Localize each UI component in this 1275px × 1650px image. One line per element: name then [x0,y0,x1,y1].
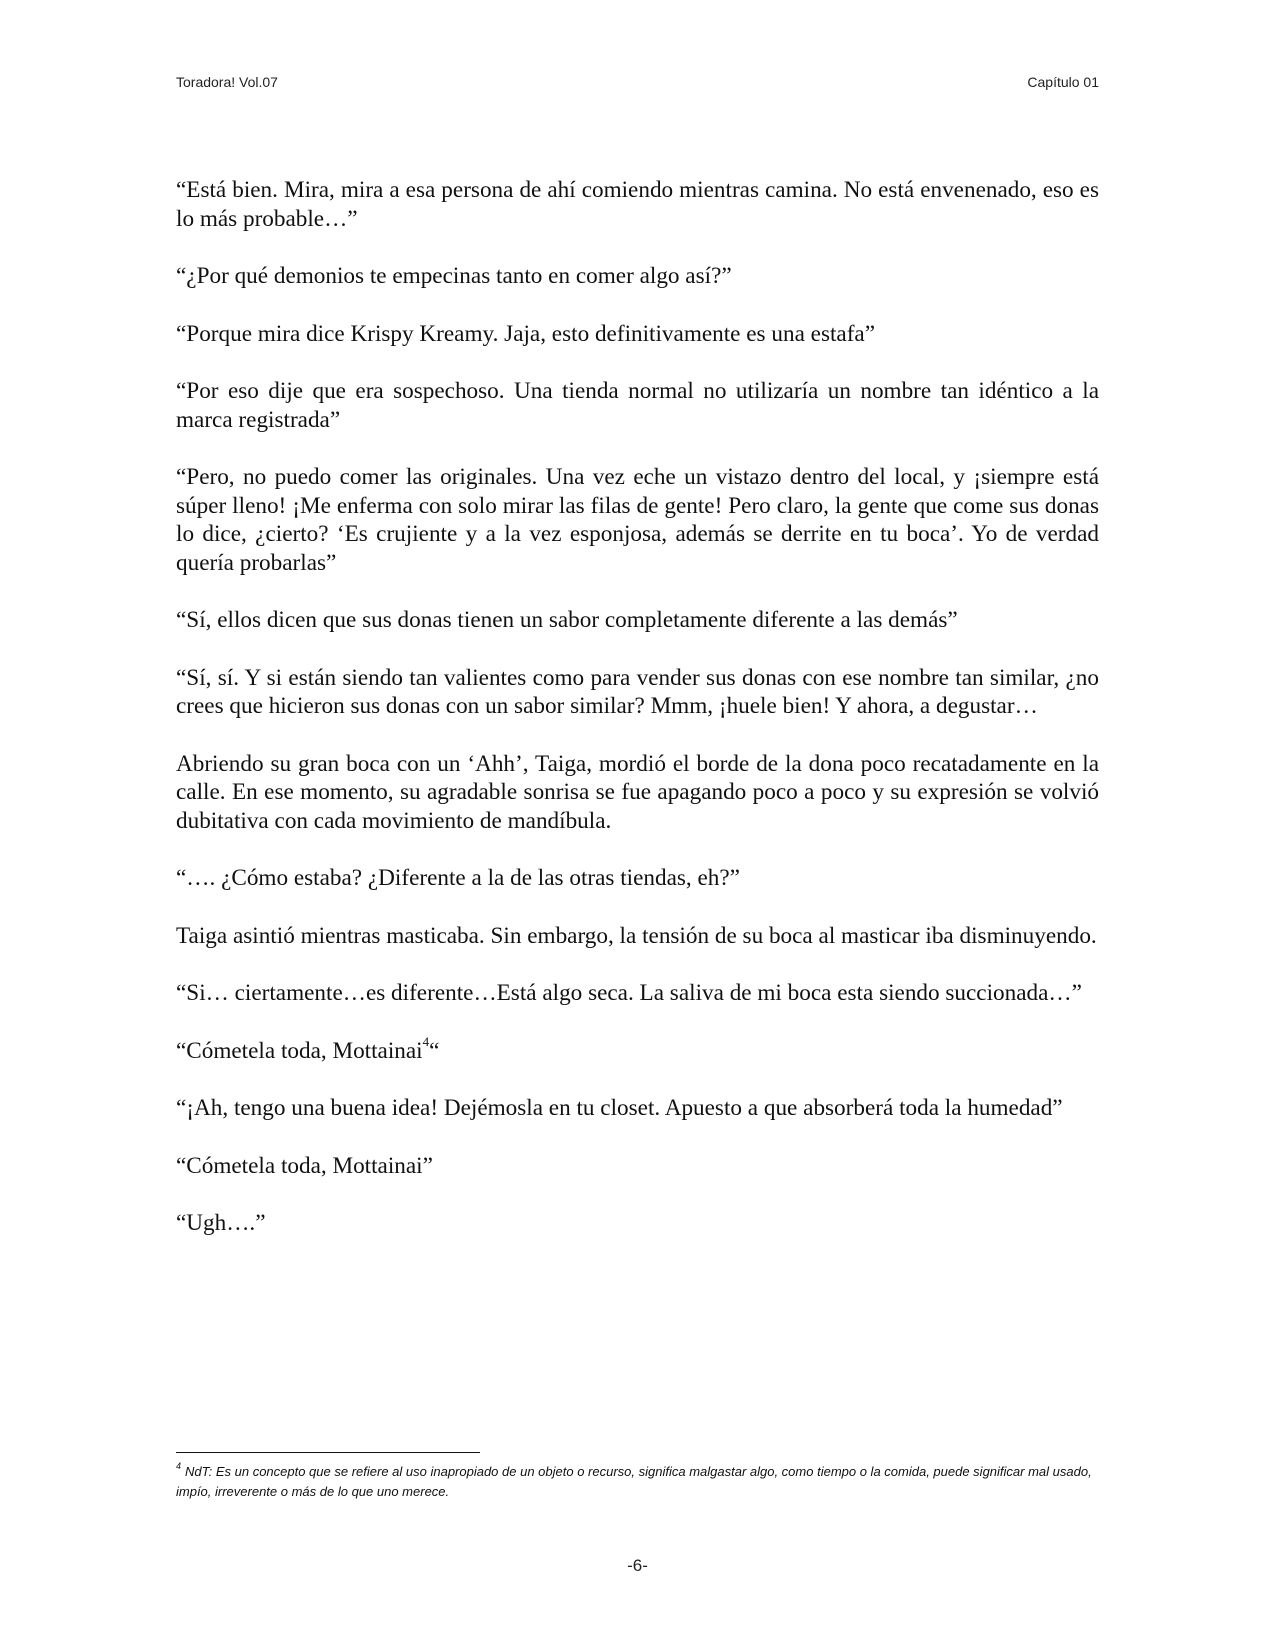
paragraph: Abriendo su gran boca con un ‘Ahh’, Taiga, mordió el borde de la dona poco recatadamente en la calle. En ese momento, su agradable sonrisa se fue apagando poco a poco y su expresión se volvió dubitativa con cada movimiento de mandíbula. [176,750,1099,834]
paragraph: “Si… ciertamente…es diferente…Está algo seca. La saliva de mi boca esta siendo succionada…” [176,980,1082,1006]
page-body [176,176,1099,1267]
footnote-separator [176,1452,480,1453]
footnote-text: NdT: Es un concepto que se refiere al uso inapropiado de un objeto o recurso, significa malgastar algo, como tiempo o la comida, puede significar mal usado, impío, irreverente o más de lo que uno merece. [176,1464,1092,1499]
paragraph: “¡Ah, tengo una buena idea! Dejémosla en tu closet. Apuesto a que absorberá toda la humedad” [176,1095,1063,1121]
paragraph: “¿Por qué demonios te empecinas tanto en comer algo así?” [176,263,732,289]
footnote-number: 4 [176,1460,182,1471]
paragraph: “Pero, no puedo comer las originales. Una vez eche un vistazo dentro del local, y ¡siempre está súper lleno! ¡Me enferma con solo mirar las filas de gente! Pero claro, la gente que come sus donas lo dice, ¿cierto? ‘Es crujiente y a la vez esponjosa, además se derrite en tu boca’. Yo de verdad quería probarlas” [176,464,1099,576]
paragraph: “Porque mira dice Krispy Kreamy. Jaja, esto definitivamente es una estafa” [176,320,876,347]
paragraph: “Cómetela toda, Mottainai” [176,1152,433,1179]
header-book-title: Toradora! Vol.07 [176,74,278,90]
paragraph: “…. ¿Cómo estaba? ¿Diferente a la de las otras tiendas, eh?” [176,865,740,891]
header-chapter: Capítulo 01 [1027,74,1099,90]
page-header [176,74,1099,90]
paragraph: “Ugh….” [176,1210,266,1236]
paragraph-text: “Cómetela toda, Mottainai [176,1037,423,1064]
page-number: -6- [627,1556,648,1575]
footnote [176,1462,1099,1502]
paragraph: “Sí, sí. Y si están siendo tan valientes como para vender sus donas con ese nombre tan similar, ¿no crees que hicieron sus donas con un sabor similar? Mmm, ¡huele bien! Y ahora, a degustar… [176,664,1099,719]
paragraph: “Sí, ellos dicen que sus donas tienen un sabor completamente diferente a las demás” [176,607,958,633]
paragraph: Taiga asintió mientras masticaba. Sin embargo, la tensión de su boca al masticar iba disminuyendo. [176,922,1097,949]
paragraph-close-quote: “ [429,1037,440,1064]
paragraph: “Por eso dije que era sospechoso. Una tienda normal no utilizaría un nombre tan idéntico a la marca registrada” [176,378,1099,433]
paragraph: “Está bien. Mira, mira a esa persona de ahí comiendo mientras camina. No está envenenado, eso es lo más probable…” [176,177,1099,232]
footnote-reference[interactable]: 4 [422,1033,430,1049]
paragraph-with-footnote [176,1033,1099,1066]
